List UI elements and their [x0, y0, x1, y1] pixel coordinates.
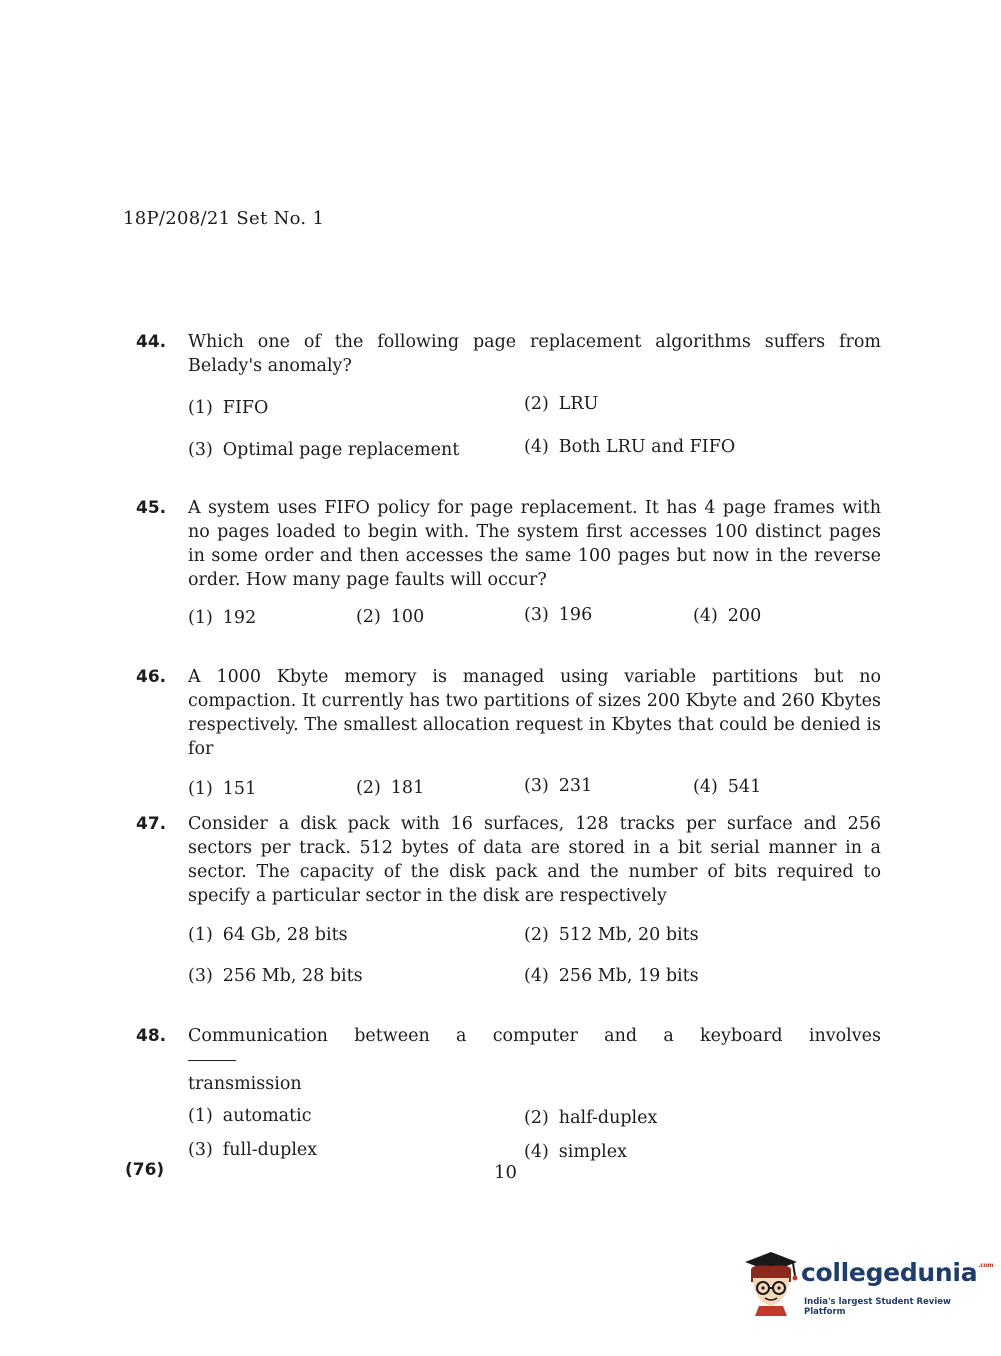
- question-text: Which one of the following page replacement algorithms suffers from Belady's anomaly?: [188, 332, 881, 376]
- option-3: [524, 774, 592, 798]
- question-45: [136, 496, 881, 628]
- option-2: [524, 923, 699, 947]
- question-text-start: Communication between a computer and a keyboard involves: [188, 1026, 881, 1046]
- option-text: 192: [222, 608, 257, 628]
- option-4: [693, 604, 761, 628]
- option-number: (4): [693, 606, 718, 626]
- option-4: [524, 964, 699, 988]
- option-4: [524, 435, 735, 459]
- logo-wordmark: [801, 1258, 993, 1287]
- option-number: (1): [188, 1106, 213, 1126]
- option-number: (1): [188, 779, 213, 799]
- logo-name: collegedunia: [801, 1258, 978, 1287]
- option-2: [524, 392, 598, 416]
- question-47: [136, 812, 881, 986]
- option-number: (4): [693, 777, 718, 797]
- option-text: 541: [727, 777, 762, 797]
- option-number: (2): [356, 778, 381, 798]
- option-number: (3): [188, 1140, 213, 1160]
- option-1: [188, 923, 348, 947]
- option-text: half-duplex: [558, 1108, 658, 1128]
- question-number: 47.: [136, 814, 167, 834]
- option-3: [188, 1138, 317, 1162]
- option-number: (4): [524, 1142, 549, 1162]
- option-1: [188, 396, 268, 420]
- logo-suffix: .com: [978, 1262, 994, 1269]
- paper-code: 18P/208/21 Set No. 1: [123, 208, 325, 229]
- option-number: (3): [524, 776, 549, 796]
- option-2: [524, 1106, 657, 1130]
- option-4: [524, 1140, 627, 1164]
- option-number: (1): [188, 925, 213, 945]
- option-1: [188, 606, 256, 630]
- question-46: [136, 665, 881, 799]
- option-number: (3): [188, 440, 213, 460]
- question-text-end: transmission: [188, 1074, 302, 1094]
- option-text: 100: [390, 607, 425, 627]
- option-text: 512 Mb, 20 bits: [558, 925, 699, 945]
- option-2: [356, 605, 424, 629]
- question-number: 46.: [136, 667, 167, 687]
- option-text: 256 Mb, 19 bits: [558, 966, 699, 986]
- option-text: Optimal page replacement: [222, 440, 460, 460]
- option-text: Both LRU and FIFO: [558, 437, 736, 457]
- option-text: 200: [727, 606, 762, 626]
- footer-code: (76): [125, 1160, 165, 1180]
- question-44: [136, 330, 881, 460]
- option-number: (1): [188, 608, 213, 628]
- page-number: 10: [494, 1162, 517, 1183]
- question-number: 48.: [136, 1026, 167, 1046]
- option-4: [693, 775, 761, 799]
- option-1: [188, 777, 256, 801]
- option-text: FIFO: [222, 398, 269, 418]
- blank-line: [188, 1060, 236, 1061]
- option-number: (4): [524, 966, 549, 986]
- option-text: 196: [558, 605, 593, 625]
- option-number: (3): [188, 966, 213, 986]
- question-number: 44.: [136, 332, 167, 352]
- option-number: (1): [188, 398, 213, 418]
- option-1: [188, 1104, 312, 1128]
- option-number: (2): [524, 1108, 549, 1128]
- question-48: [136, 1024, 881, 1162]
- option-text: full-duplex: [222, 1140, 318, 1160]
- option-text: simplex: [558, 1142, 627, 1162]
- option-text: 231: [558, 776, 593, 796]
- option-3: [524, 603, 592, 627]
- option-text: 151: [222, 779, 257, 799]
- option-text: LRU: [558, 394, 599, 414]
- student-mascot-icon: [741, 1252, 801, 1316]
- question-text: A 1000 Kbyte memory is managed using variable partitions but no compaction. It currently has two partitions of sizes 200 Kbyte and 260 Kbytes respectively. The smallest allocation request in Kbytes that could be denied is for: [188, 667, 881, 759]
- logo-tagline: India's largest Student Review Platform: [804, 1297, 951, 1317]
- option-number: (3): [524, 605, 549, 625]
- option-number: (2): [524, 394, 549, 414]
- option-text: 256 Mb, 28 bits: [222, 966, 363, 986]
- question-text: A system uses FIFO policy for page replacement. It has 4 page frames with no pages loaded to begin with. The system first accesses 100 distinct pages in some order and then accesses the same 100 pages but now in the reverse order. How many page faults will occur?: [188, 498, 881, 590]
- question-number: 45.: [136, 498, 167, 518]
- option-number: (2): [356, 607, 381, 627]
- collegedunia-logo: [741, 1248, 994, 1320]
- option-3: [188, 964, 363, 988]
- option-text: 181: [390, 778, 425, 798]
- option-number: (4): [524, 437, 549, 457]
- question-text: Consider a disk pack with 16 surfaces, 128 tracks per surface and 256 sectors per track. 512 bytes of data are stored in a bit serial manner in a sector. The capacity of the disk pack and the number of bits required to specify a particular sector in the disk are respectively: [188, 814, 881, 906]
- question-text: [188, 1024, 881, 1072]
- option-text: 64 Gb, 28 bits: [222, 925, 348, 945]
- option-2: [356, 776, 424, 800]
- option-3: [188, 438, 459, 462]
- option-text: automatic: [222, 1106, 312, 1126]
- option-number: (2): [524, 925, 549, 945]
